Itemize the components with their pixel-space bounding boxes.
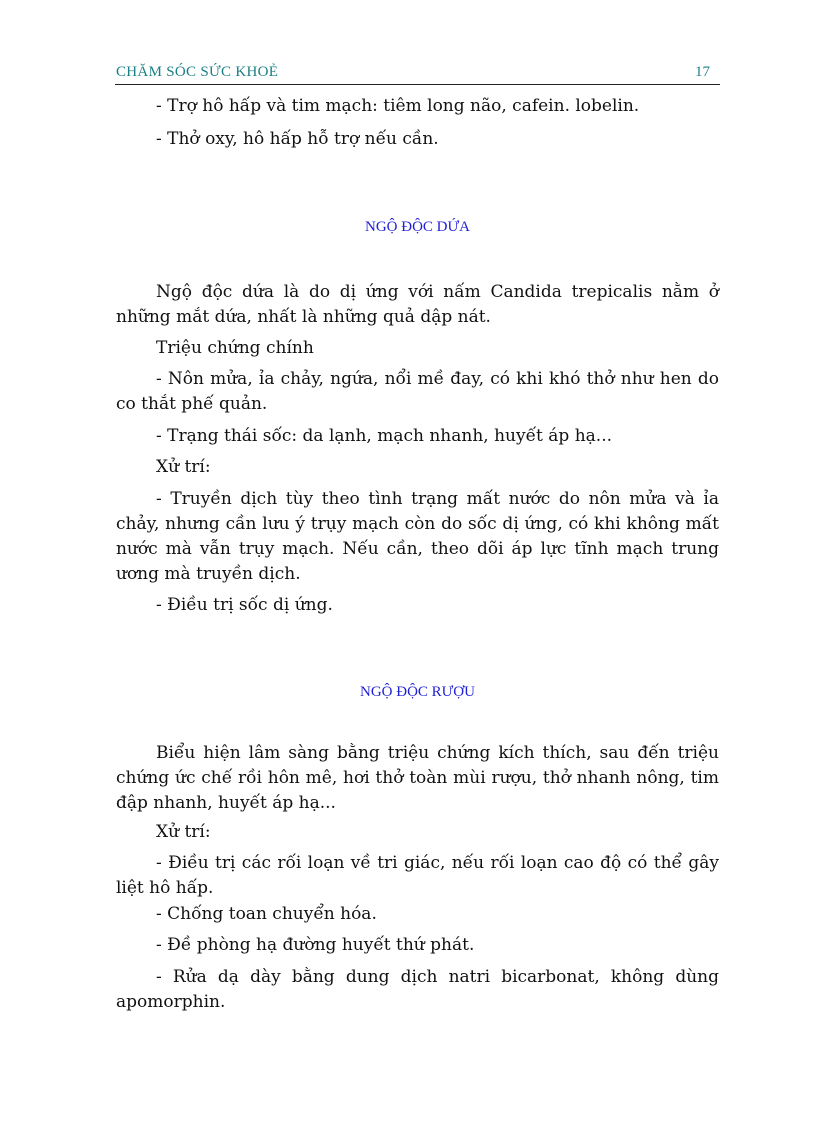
section-heading-pineapple: NGỘ ĐỘC DỨA	[365, 219, 470, 235]
paragraph-alcohol-intro: Biểu hiện lâm sàng bằng triệu chứng kích thích, sau đến triệu chứng ức chế rồi hôn mê, hơi thở toàn mùi rượu, thở nhanh nông, tim đập nhanh, huyết áp hạ...	[116, 743, 719, 813]
running-title: CHĂM SÓC SỨC KHOẺ	[116, 64, 279, 80]
paragraph-symptom-2: - Trạng thái sốc: da lạnh, mạch nhanh, huyết áp hạ...	[156, 426, 612, 446]
page-number: 17	[695, 64, 710, 80]
paragraph-treatment-2c: - Đề phòng hạ đường huyết thứ phát.	[156, 935, 475, 955]
paragraph-treatment-1b: - Điều trị sốc dị ứng.	[156, 595, 333, 615]
paragraph-treatment-label-2: Xử trí:	[156, 822, 211, 842]
paragraph-pineapple-intro: Ngộ độc dứa là do dị ứng với nấm Candida trepicalis nằm ở những mắt dứa, nhất là những quả dập nát.	[116, 282, 719, 327]
paragraph-treatment-2b: - Chống toan chuyển hóa.	[156, 904, 377, 924]
paragraph-treatment-label-1: Xử trí:	[156, 457, 211, 477]
paragraph-symptoms-label: Triệu chứng chính	[156, 338, 314, 358]
paragraph-oxygen: - Thở oxy, hô hấp hỗ trợ nếu cần.	[156, 129, 439, 149]
paragraph-support-respiration: - Trợ hô hấp và tim mạch: tiêm long não, cafein. lobelin.	[156, 96, 640, 116]
paragraph-treatment-1a: - Truyền dịch tùy theo tình trạng mất nước do nôn mửa và ỉa chảy, nhưng cần lưu ý trụy mạch còn do sốc dị ứng, có khi không mất nước mà vẫn trụy mạch. Nếu cần, theo dõi áp lực tĩnh mạch trung ương mà truyền dịch.	[116, 489, 719, 584]
page-header	[115, 62, 720, 85]
paragraph-treatment-2a: - Điều trị các rối loạn về tri giác, nếu rối loạn cao độ có thể gây liệt hô hấp.	[116, 853, 719, 898]
paragraph-symptom-1: - Nôn mửa, ỉa chảy, ngứa, nổi mề đay, có khi khó thở như hen do co thắt phế quản.	[116, 369, 719, 414]
section-heading-alcohol: NGỘ ĐỘC RƯỢU	[360, 684, 475, 700]
paragraph-treatment-2d: - Rửa dạ dày bằng dung dịch natri bicarbonat, không dùng apomorphin.	[116, 967, 719, 1012]
